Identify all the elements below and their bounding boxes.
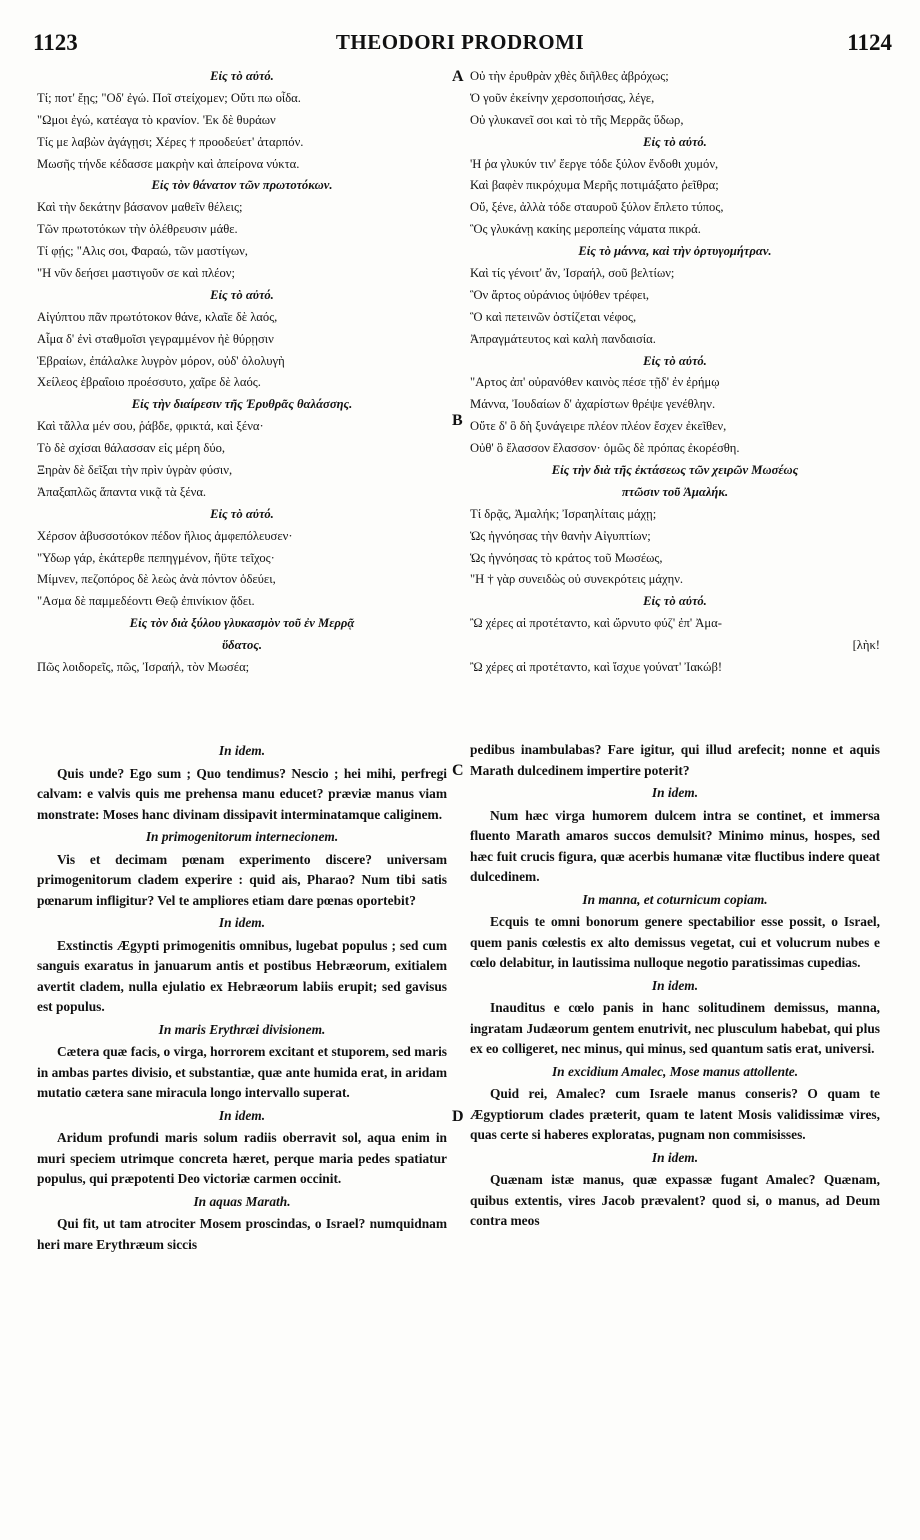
latin-section-heading: In idem.	[651, 785, 699, 800]
latin-paragraph: Quid rei, Amalec? cum Israele manus conseris? O quam te Ægyptiorum clades præterit, quam te latent Mosis validissimæ vires, quas certe si haberes exploratas, pugnam non commisisses.	[470, 1086, 880, 1142]
greek-section-heading: Εἰς τὸ αὐτό.	[643, 594, 707, 609]
latin-paragraph: Vis et decimam pœnam experimento discere? universam primogenitorum cladem experire : quid ais, Pharao? Num tibi satis pœnarum infligitur? Vel te ampliores etiam dare pœnas oportebit?	[37, 851, 447, 908]
greek-verse-line: Ὡς ἠγνόησας τὴν θανὴν Αἰγυπτίων;	[470, 528, 651, 543]
greek-section-heading: Εἰς τὸ αὐτό.	[643, 353, 707, 368]
latin-section-heading: In idem.	[651, 977, 699, 993]
latin-paragraph: Exstinctis Ægypti primogenitis omnibus, lugebat populus ; sed cum sanguis exaratus in januarum antis et postibus Hebræorum, exitialem avertit cladem, nulla ejulatio ex Hebræorum labiis erupit; sed gavisus est populus.	[37, 937, 447, 1014]
greek-verse-line: "Ασμα δὲ παμμεδέοντι Θεῷ ἐπινίκιον ᾄδει.	[37, 594, 255, 609]
greek-verse-line: "Υδωρ γάρ, ἑκάτερθε πεπηγμένον, ἤϋτε τεῖχος·	[37, 550, 275, 565]
greek-verse-line: Αἰγύπτου πᾶν πρωτότοκον θάνε, κλαῖε δὲ λαός,	[37, 309, 278, 324]
greek-verse-line: Καὶ βαφὲν πικρόχυμα Μερῆς ποτιμάξατο ῥεῖθρα;	[470, 178, 719, 193]
greek-verse-line: Καὶ τὴν δεκάτην βάσανον μαθεῖν θέλεις;	[37, 200, 243, 215]
latin-paragraph: Quænam istæ manus, quæ expassæ fugant Amalec? Quænam, quibus extentis, vires Jacob prævalent? quod si, o manus, ad Deum contra meos	[470, 1172, 880, 1228]
greek-verse-line: Οὐ τὴν ἐρυθρὰν χθὲς διῆλθες ἀβρόχως;	[470, 69, 669, 83]
greek-verse-line: Μίμνεν, πεζοπόρος δὲ λεὼς ἀνὰ πόντον ὁδεύει,	[37, 572, 276, 587]
greek-verse-line: Ὃ καὶ πετεινῶν ὀστίζεται νέφος,	[470, 309, 637, 324]
greek-section-heading: Εἰς τὸν θάνατον τῶν πρωτοτόκων.	[151, 178, 333, 193]
greek-section-heading: Εἰς τὸν διὰ ξύλου γλυκασμὸν τοῦ ἐν Μερρᾷ	[129, 616, 355, 631]
latin-paragraph: Cætera quæ facis, o virga, horrorem excitant et stuporem, sed maris in ambas partes divisio, et substantiæ, quæ ante humida erat, in aridam mutatio cætera sane miracula longo intervallo superat.	[37, 1044, 447, 1100]
right-page-number: 1124	[847, 30, 892, 55]
latin-section-heading: In idem.	[218, 743, 266, 758]
greek-verse-line: Ἀπαξαπλῶς ἅπαντα νικᾷ τὰ ξένα.	[37, 484, 207, 499]
latin-section-heading: In idem.	[218, 1107, 266, 1123]
greek-column-left	[37, 66, 447, 679]
greek-verse-line: Τὸ δὲ σχίσαι θάλασσαν εἰς μέρη δύο,	[37, 441, 226, 456]
latin-section-heading: In manna, et coturnicum copiam.	[582, 891, 768, 907]
page-header	[0, 30, 920, 60]
greek-verse-line: Οὐθ' ὃ ἔλασσον ἔλασσον· ὁμῶς δὲ πρόπας ἐκορέσθη.	[470, 441, 740, 456]
latin-section-heading: In idem.	[218, 915, 266, 930]
greek-verse-line: Ὁ γοῦν ἐκείνην χερσοποιήσας, λέγε,	[470, 90, 655, 105]
latin-section-heading: In aquas Marath.	[193, 1193, 291, 1209]
latin-paragraph: Aridum profundi maris solum radiis oberravit sol, aqua enim in muri speciem utrimque concreta hæret, perque maria pedes spatiatur populus, qui præpotenti Deo victoriæ carmen occinit.	[37, 1130, 447, 1186]
greek-verse-line: Καὶ τίς γένοιτ' ἄν, Ἰσραήλ, σοῦ βελτίων;	[470, 266, 675, 281]
latin-paragraph: Quis unde? Ego sum ; Quo tendimus? Nescio ; hei mihi, perfregi calvam: e valvis quis me prehensa manu educet? præviæ manus viam monstrate: Moses hanc divinam dissipavit interminatamque caliginem.	[37, 765, 447, 822]
greek-verse-line: Αἷμα δ' ἐνὶ σταθμοῖσι γεγραμμένον ἠὲ θύρῃσιν	[37, 331, 274, 346]
margin-letter-a: A	[452, 68, 464, 85]
latin-section-heading: In primogenitorum internecionem.	[145, 829, 339, 844]
greek-section-heading: πτῶσιν τοῦ Ἀμαλήκ.	[621, 484, 729, 499]
greek-verse-line: Ὃν ἄρτος οὐράνιος ὑψόθεν τρέφει,	[470, 287, 649, 302]
latin-paragraph: Num hæc virga humorem dulcem intra se continet, et immersa fluento Marath amaros succos demulsit? Minimo minus, hospes, sed hæc fuit crucis figura, quæ acerbis humanæ vitæ fluctibus indere queat dulcedinem.	[470, 807, 880, 884]
greek-verse-line: "Αρτος ἀπ' οὐρανόθεν καινὸς πέσε τῇδ' ἐν ἐρήμῳ	[470, 375, 720, 390]
greek-verse-line: "Η νῦν δεήσει μαστιγοῦν σε καὶ πλέον;	[37, 266, 235, 281]
latin-section-heading: In idem.	[651, 1149, 699, 1165]
greek-verse-line: Οὔτε δ' ὃ δὴ ξυνάγειρε πλέον πλέον ἔσχεν ἐκεῖθεν,	[470, 419, 727, 434]
running-title: THEODORI PRODROMI	[335, 30, 585, 54]
greek-section-heading: Εἰς τὸ μάννα, καὶ τὴν ὀρτυγομήτραν.	[578, 244, 772, 259]
latin-column-right	[470, 740, 880, 1232]
greek-verse-line: Πῶς λοιδορεῖς, πῶς, Ἰσραήλ, τὸν Μωσέα;	[37, 660, 250, 675]
greek-section-heading: Εἰς τὸ αὐτό.	[643, 134, 707, 149]
greek-verse-line: Τί φῄς; "Αλις σοι, Φαραώ, τῶν μαστίγων,	[37, 244, 248, 259]
greek-verse-line: Τί δρᾷς, Ἀμαλήκ; Ἰσραηλίταις μάχῃ;	[470, 506, 657, 521]
left-page-number: 1123	[33, 30, 78, 55]
greek-verse-line: Καὶ τἄλλα μέν σου, ῥάβδε, φρικτά, καὶ ξένα·	[37, 419, 264, 434]
greek-verse-line: Ὃς γλυκάνῃ κακίης μεροπείης νάματα πικρά.	[470, 222, 701, 237]
latin-paragraph: Inauditus e cœlo panis in hanc solitudinem demissus, manna, ingratam Judæorum gentem enutrivit, nec plusculum habebat, qui plus ex eo colligeret, nec minus, qui minus, sed quantum satis erat, universi.	[470, 1000, 880, 1056]
greek-verse-line: 'Η ῥα γλυκύν τιν' ἔεργε τόδε ξύλον ἔνδοθι χυμόν,	[470, 156, 719, 171]
greek-verse-line: Οὔ, ξένε, ἀλλὰ τόδε σταυροῦ ξύλον ἔπλετο τύπος,	[470, 200, 724, 215]
greek-section-heading: Εἰς τὸ αὐτό.	[210, 506, 274, 521]
greek-verse-line: Ξηρὰν δὲ δεῖξαι τὴν πρὶν ὑγρὰν φύσιν,	[37, 463, 233, 478]
latin-column-left	[37, 739, 447, 1255]
greek-verse-line: "Ωμοι ἐγώ, κατέαγα τὸ κρανίον. 'Εκ δὲ θυράων	[37, 112, 276, 127]
greek-verse-line: "Η † γὰρ συνειδὼς οὐ συνεκρότεις μάχην.	[470, 572, 684, 587]
greek-verse-line: Οὐ γλυκανεῖ σοι καὶ τὸ τῆς Μερρᾶς ὕδωρ,	[470, 112, 684, 127]
greek-verse-line: Ὡς ἠγνόησας τὸ κράτος τοῦ Μωσέως,	[470, 550, 663, 565]
greek-verse-line: Ἑβραίων, ἐπάλαλκε λυγρὸν μόρον, οὐδ' ὀλολυγὴ	[37, 353, 285, 368]
greek-verse-line: Τί; ποτ' ἔῃς; "Οδ' ἐγώ. Ποῖ στείχομεν; Οὔτι πω οἶδα.	[37, 90, 301, 105]
greek-verse-line: Χείλεος ἑβραΐοιο προέσσυτο, χαῖρε δὲ λαός.	[37, 375, 261, 390]
greek-verse-line: Τῶν πρωτοτόκων τὴν ὀλέθρευσιν μάθε.	[37, 222, 238, 237]
greek-section-heading: Εἰς τὴν διὰ τῆς ἐκτάσεως τῶν χειρῶν Μωσέως	[551, 463, 799, 478]
greek-verse-line: Τίς με λαβὼν ἀγάγῃσι; Χέρες † προοδεύετ' ἀταρπόν.	[37, 134, 304, 149]
greek-verse-line: Ὢ χέρες αἱ προτέταντο, καὶ ὤρνυτο φύζ' ἐπ' Ἀμα-	[470, 616, 722, 631]
greek-section-heading: ὕδατος.	[221, 638, 263, 653]
margin-letter-c: C	[452, 762, 464, 779]
margin-letter-b: B	[452, 412, 463, 429]
greek-verse-line: Χέρσον ἀβυσσοτόκον πέδον ἥλιος ἀμφεπόλευσεν·	[37, 528, 293, 543]
greek-verse-line: [λὴκ!	[852, 638, 880, 653]
greek-section-heading: Εἰς τὸ αὐτό.	[210, 69, 274, 83]
greek-verse-line: Μάννα, Ἰουδαίων δ' ἀχαρίστων θρέψε γενέθλην.	[470, 397, 716, 412]
greek-verse-line: Ὢ χέρες αἱ προτέταντο, καὶ ἴσχυε γούνατ' Ἰακώβ!	[470, 660, 723, 675]
greek-column-right	[470, 66, 880, 679]
greek-verse-line: Μωσῆς τήνδε κέδασσε μακρὴν καὶ ἀπείρονα νύκτα.	[37, 156, 300, 171]
latin-section-heading: In maris Erythræi divisionem.	[158, 1021, 326, 1037]
latin-section-heading: In excidium Amalec, Mose manus attollente.	[551, 1063, 799, 1079]
latin-paragraph: Qui fit, ut tam atrociter Mosem proscindas, o Israel? numquidnam heri mare Erythræum siccis	[37, 1216, 447, 1252]
latin-paragraph: Ecquis te omni bonorum genere spectabilior esse possit, o Israel, quem panis cœlestis ex alto demissus vegetat, cui et volucrum nubes e cœlo delabitur, in lautissima nulloque negotio paratissimas cupedias.	[470, 914, 880, 970]
greek-section-heading: Εἰς τὸ αὐτό.	[210, 287, 274, 302]
greek-section-heading: Εἰς τὴν διαίρεσιν τῆς Ἐρυθρᾶς θαλάσσης.	[131, 397, 353, 412]
margin-letter-d: D	[452, 1108, 464, 1125]
latin-paragraph: pedibus inambulabas? Fare igitur, qui illud arefecit; nonne et aquis Marath dulcedinem impertire poterit?	[470, 742, 880, 778]
greek-verse-line: Ἀπραγμάτευτος καὶ καλὴ πανδαισία.	[470, 331, 656, 346]
